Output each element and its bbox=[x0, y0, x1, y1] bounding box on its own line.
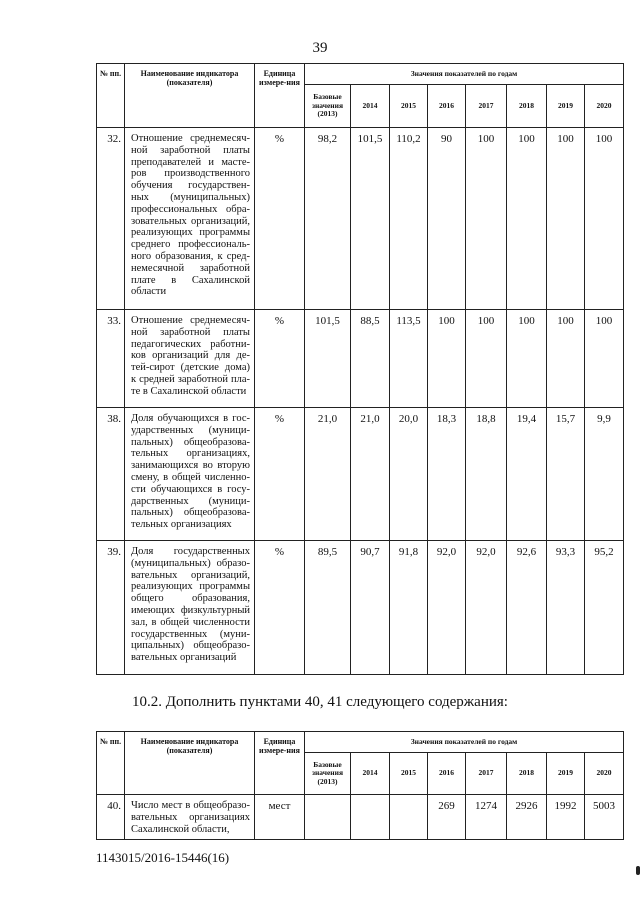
value-cell: 90,7 bbox=[351, 541, 390, 675]
table-header-row bbox=[97, 732, 624, 753]
value-cell bbox=[305, 795, 351, 840]
value-cell: 100 bbox=[507, 310, 547, 408]
row-number: 33. bbox=[97, 310, 125, 408]
header-base: Базовые значения (2013) bbox=[305, 753, 351, 795]
value-cell: 88,5 bbox=[351, 310, 390, 408]
header-year: 2015 bbox=[390, 753, 428, 795]
value-cell: 100 bbox=[547, 310, 585, 408]
value-cell: 92,6 bbox=[507, 541, 547, 675]
indicator-name: Отношение среднемесяч-ной заработной платы преподавателей и масте-ров производственного обучения государствен-ных (муниципальных) профессиональных обра-зовательных организаций, реализующих программы среднего профессиональ-ного образования, к сред-немесячной заработной плате в Сахалинской области bbox=[125, 128, 255, 310]
value-cell: 95,2 bbox=[585, 541, 624, 675]
value-cell: 101,5 bbox=[351, 128, 390, 310]
value-cell: 90 bbox=[428, 128, 466, 310]
table-header-row bbox=[97, 64, 624, 85]
table-row bbox=[97, 795, 624, 840]
document-code: 1143015/2016-15446(16) bbox=[96, 850, 230, 865]
value-cell: 100 bbox=[466, 128, 507, 310]
value-cell: 269 bbox=[428, 795, 466, 840]
header-no: № пп. bbox=[97, 732, 125, 795]
value-cell: 98,2 bbox=[305, 128, 351, 310]
header-year: 2014 bbox=[351, 753, 390, 795]
value-cell bbox=[351, 795, 390, 840]
indicator-name: Отношение среднемесяч-ной заработной платы педагогических работни-ков организаций для де-тей-сирот (детские дома) к средней заработной пла-те в Сахалинской области bbox=[125, 310, 255, 408]
value-cell: 100 bbox=[428, 310, 466, 408]
value-cell: 9,9 bbox=[585, 408, 624, 541]
indicator-name: Доля государственных (муниципальных) образо-вательных организаций, реализующих программы общего образования, имеющих физкультурный зал, в общей численности государственных (муни-ципальных) общеобразо-вательных организаций bbox=[125, 541, 255, 675]
header-year: 2019 bbox=[547, 85, 585, 128]
new-indicators-table bbox=[96, 731, 624, 840]
header-year: 2017 bbox=[466, 753, 507, 795]
value-cell: 21,0 bbox=[351, 408, 390, 541]
unit: % bbox=[255, 541, 305, 675]
indicator-name: Число мест в общеобразо-вательных организациях Сахалинской области, bbox=[125, 795, 255, 840]
header-year: 2015 bbox=[390, 85, 428, 128]
header-year: 2020 bbox=[585, 753, 624, 795]
header-unit: Единица измере-ния bbox=[255, 64, 305, 128]
header-no: № пп. bbox=[97, 64, 125, 128]
value-cell: 15,7 bbox=[547, 408, 585, 541]
row-number: 40. bbox=[97, 795, 125, 840]
value-cell: 19,4 bbox=[507, 408, 547, 541]
unit: % bbox=[255, 128, 305, 310]
value-cell: 101,5 bbox=[305, 310, 351, 408]
header-name: Наименование индикатора (показателя) bbox=[125, 64, 255, 128]
scan-edge-mark bbox=[636, 866, 640, 875]
value-cell: 100 bbox=[507, 128, 547, 310]
header-values-group: Значения показателей по годам bbox=[305, 64, 624, 85]
value-cell: 91,8 bbox=[390, 541, 428, 675]
row-number: 38. bbox=[97, 408, 125, 541]
table-row bbox=[97, 541, 624, 675]
value-cell: 92,0 bbox=[428, 541, 466, 675]
table-row bbox=[97, 310, 624, 408]
header-year: 2016 bbox=[428, 753, 466, 795]
value-cell: 100 bbox=[466, 310, 507, 408]
value-cell: 113,5 bbox=[390, 310, 428, 408]
value-cell: 100 bbox=[547, 128, 585, 310]
value-cell: 110,2 bbox=[390, 128, 428, 310]
header-year: 2014 bbox=[351, 85, 390, 128]
header-unit: Единица измере-ния bbox=[255, 732, 305, 795]
unit: % bbox=[255, 408, 305, 541]
indicator-name: Доля обучающихся в гос-ударственных (муници-пальных) общеобразова-тельных организациях, занимающихся во вторую смену, в общей численно-сти обучающихся в госу-дарственных (муници-пальных) общеобразова-тельных организациях bbox=[125, 408, 255, 541]
value-cell: 100 bbox=[585, 310, 624, 408]
value-cell: 93,3 bbox=[547, 541, 585, 675]
value-cell: 2926 bbox=[507, 795, 547, 840]
value-cell: 20,0 bbox=[390, 408, 428, 541]
row-number: 39. bbox=[97, 541, 125, 675]
section-heading: 10.2. Дополнить пунктами 40, 41 следующего содержания: bbox=[132, 694, 508, 710]
header-name: Наименование индикатора (показателя) bbox=[125, 732, 255, 795]
value-cell: 1992 bbox=[547, 795, 585, 840]
value-cell: 5003 bbox=[585, 795, 624, 840]
table-row bbox=[97, 128, 624, 310]
header-year: 2017 bbox=[466, 85, 507, 128]
page-number: 39 bbox=[312, 40, 328, 56]
value-cell bbox=[390, 795, 428, 840]
header-year: 2016 bbox=[428, 85, 466, 128]
header-year: 2019 bbox=[547, 753, 585, 795]
header-year: 2018 bbox=[507, 753, 547, 795]
row-number: 32. bbox=[97, 128, 125, 310]
unit: % bbox=[255, 310, 305, 408]
value-cell: 18,3 bbox=[428, 408, 466, 541]
indicators-table bbox=[96, 63, 624, 675]
value-cell: 1274 bbox=[466, 795, 507, 840]
header-year: 2020 bbox=[585, 85, 624, 128]
value-cell: 18,8 bbox=[466, 408, 507, 541]
value-cell: 89,5 bbox=[305, 541, 351, 675]
table-row bbox=[97, 408, 624, 541]
value-cell: 92,0 bbox=[466, 541, 507, 675]
header-values-group: Значения показателей по годам bbox=[305, 732, 624, 753]
value-cell: 100 bbox=[585, 128, 624, 310]
unit: мест bbox=[255, 795, 305, 840]
header-year: 2018 bbox=[507, 85, 547, 128]
value-cell: 21,0 bbox=[305, 408, 351, 541]
header-base: Базовые значения (2013) bbox=[305, 85, 351, 128]
